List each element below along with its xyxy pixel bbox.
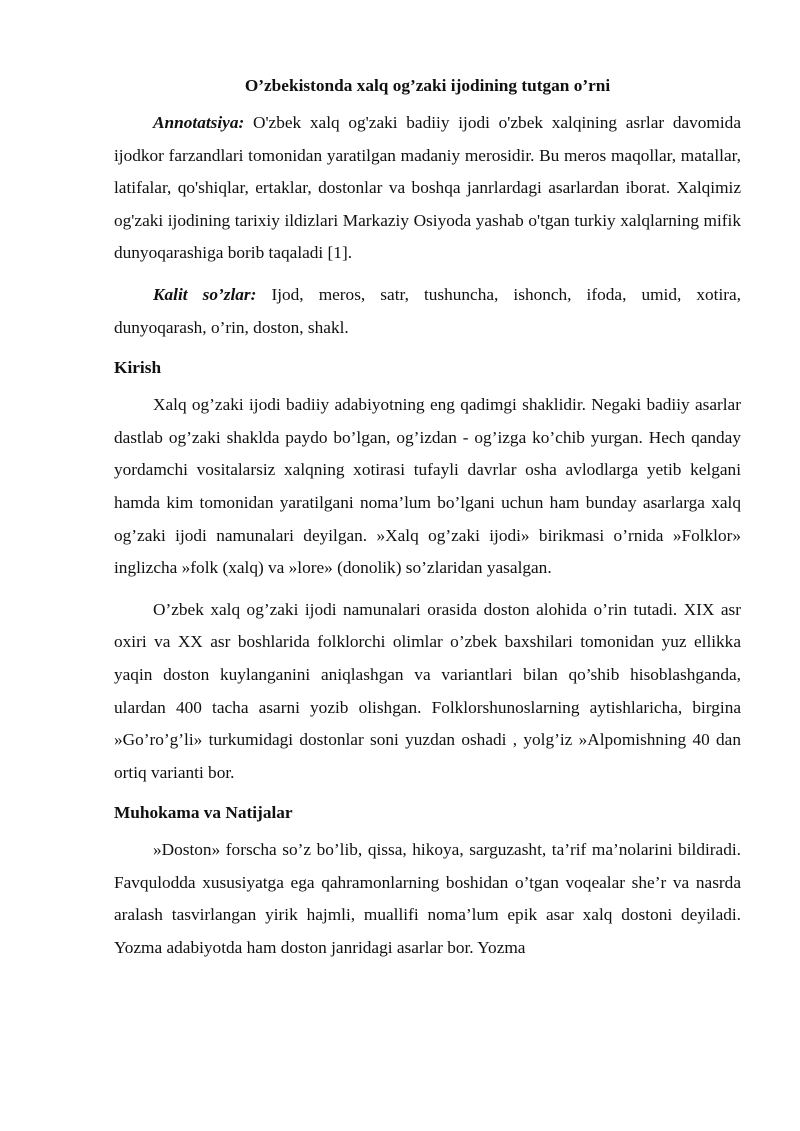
- keywords-paragraph: [114, 279, 741, 344]
- section-heading-muhokama: Muhokama va Natijalar: [114, 803, 293, 823]
- body-paragraph: »Doston» forscha so’z bo’lib, qissa, hikoya, sarguzasht, ta’rif ma’nolarini bildiradi. Favqulodda xususiyatga ega qahramonlarning boshidan o’tgan voqealar she’r va nasrda aralash tasvirlangan yirik hajmli, muallifi noma’lum epik asar xalq dostoni deyiladi. Yozma adabiyotda ham doston janridagi asarlar bor. Yozma: [114, 840, 741, 958]
- body-paragraph: O’zbek xalq og’zaki ijodi namunalari orasida doston alohida o’rin tutadi. XIX asr oxiri va XX asr boshlarida folklorchi olimlar o’zbek baxshilari tomonidan yuz ellikka yaqin doston kuylanganini aniqlashgan va variantlari bilan qo’shib hisoblashganda, ulardan 400 tacha asarni yozib olishgan. Folklorshunoslarning aytishlaricha, birgina »Go’ro’g’li» turkumidagi dostonlar soni yuzdan oshadi , yolg’iz »Alpomishning 40 dan ortiq varianti bor.: [114, 599, 741, 782]
- annotation-paragraph: [114, 107, 741, 270]
- document-title: O’zbekistonda xalq og’zaki ijodining tutgan o’rni: [244, 76, 611, 95]
- keywords-text: Ijod, meros, satr, tushuncha, ishonch, ifoda, umid, xotira, dunyoqarash, o’rin, doston, shakl.: [114, 284, 741, 337]
- section-heading-kirish: Kirish: [114, 358, 162, 378]
- keywords-label: Kalit so’zlar:: [153, 284, 257, 304]
- annotation-text: O'zbek xalq og'zaki badiiy ijodi o'zbek xalqining asrlar davomida ijodkor farzandlari tomonidan yaratilgan madaniy merosidir. Bu meros maqollar, matallar, latifalar, qo'shiqlar, ertaklar, dostonlar va boshqa janrlardagi asarlardan iborat. Xalqimiz og'zaki ijodining tarixiy ildizlari Markaziy Osiyoda yashab o'tgan turkiy xalqlarning mifik dunyoqarashiga borib taqaladi [1].: [114, 113, 741, 263]
- document-page: [114, 68, 741, 965]
- annotation-label: Annotatsiya:: [153, 113, 245, 132]
- body-paragraph: Xalq og’zaki ijodi badiiy adabiyotning eng qadimgi shaklidir. Negaki badiiy asarlar dastlab og’zaki shaklda paydo bo’lgan, og’izdan - og’izga ko’chib yurgan. Hech qanday yordamchi vositalarsiz xalqning xotirasi tufayli davrlar osha avlodlarga yetib kelgani hamda kim tomonidan yaratilgani noma’lum bo’lgani uchun ham bunday asarlarga xalq og’zaki ijodi namunalari deyilgan. »Xalq og’zaki ijodi» birikmasi o’rnida »Folklor» inglizcha »folk (xalq) va »lore» (donolik) so’zlaridan yasalgan.: [114, 395, 741, 578]
